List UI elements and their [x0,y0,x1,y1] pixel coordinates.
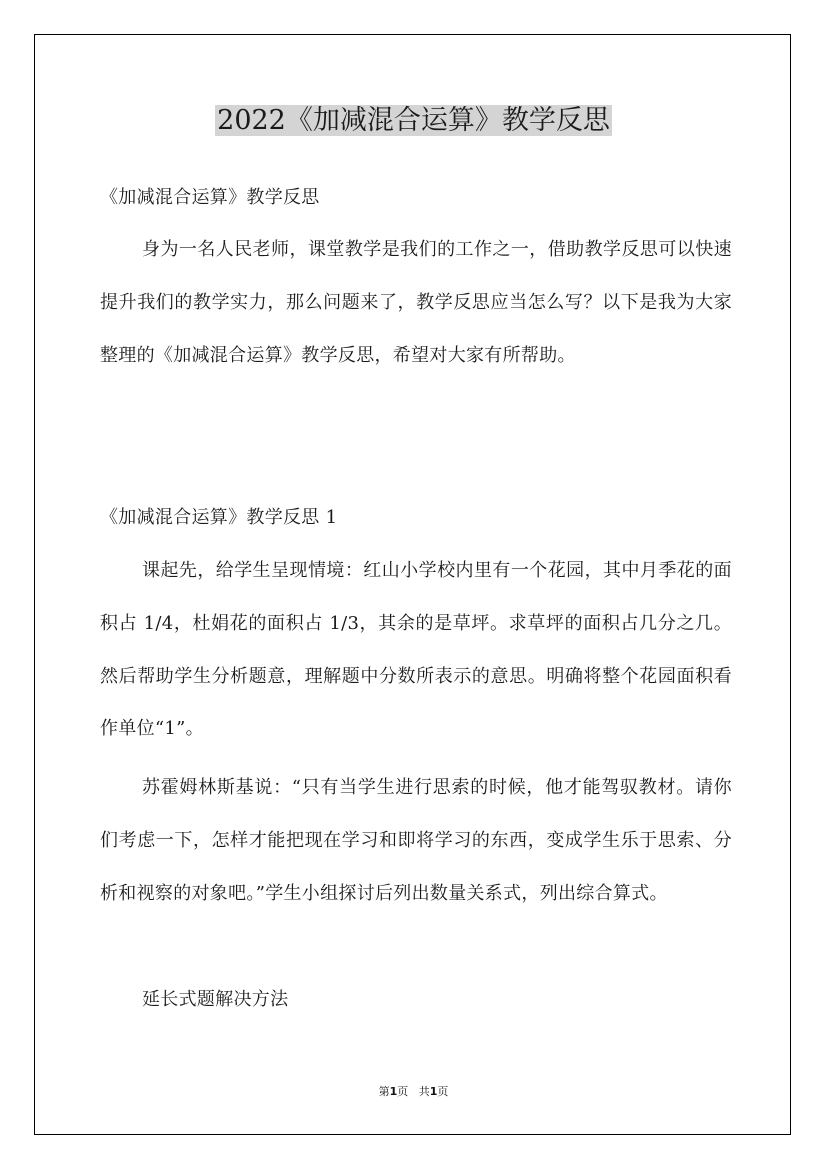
document-title [0,100,827,142]
intro-paragraph: 身为一名人民老师，课堂教学是我们的工作之一，借助教学反思可以快速提升我们的教学实力，那么问题来了，教学反思应当怎么写？以下是我为大家整理的《加减混合运算》教学反思，希望对大家有所帮助。 [100,239,732,366]
body-paragraph-2: 苏霍姆林斯基说：“只有当学生进行思索的时候，他才能驾驭教材。请你们考虑一下，怎样才能把现在学习和即将学习的东西，变成学生乐于思索、分析和视察的对象吧。”学生小组探讨后列出数量关系式，列出综合算式。 [100,777,732,904]
page-footer [0,1083,827,1099]
document-title-text: 2022《加减混合运算》教学反思 [217,105,610,136]
section-heading-intro: 《加减混合运算》教学反思 [100,187,320,208]
body-paragraph-3: 延长式题解决方法 [142,989,289,1010]
footer-total-number: 1 [429,1085,438,1098]
footer-page-unit: 页 [397,1085,409,1098]
footer-total-unit: 页 [437,1085,449,1098]
section-heading-1: 《加减混合运算》教学反思 1 [100,507,338,528]
footer-page-number: 1 [389,1085,398,1098]
body-paragraph-1: 课起先，给学生呈现情境：红山小学校内里有一个花园，其中月季花的面积占 1/4，杜娟花的面积占 1/3，其余的是草坪。求草坪的面积占几分之几。然后帮助学生分析题意，理解题中分数所表示的意思。明确将整个花园面积看作单位“1”。 [100,560,732,740]
footer-total-label: 共 [418,1085,430,1098]
footer-page-label: 第 [378,1085,390,1098]
